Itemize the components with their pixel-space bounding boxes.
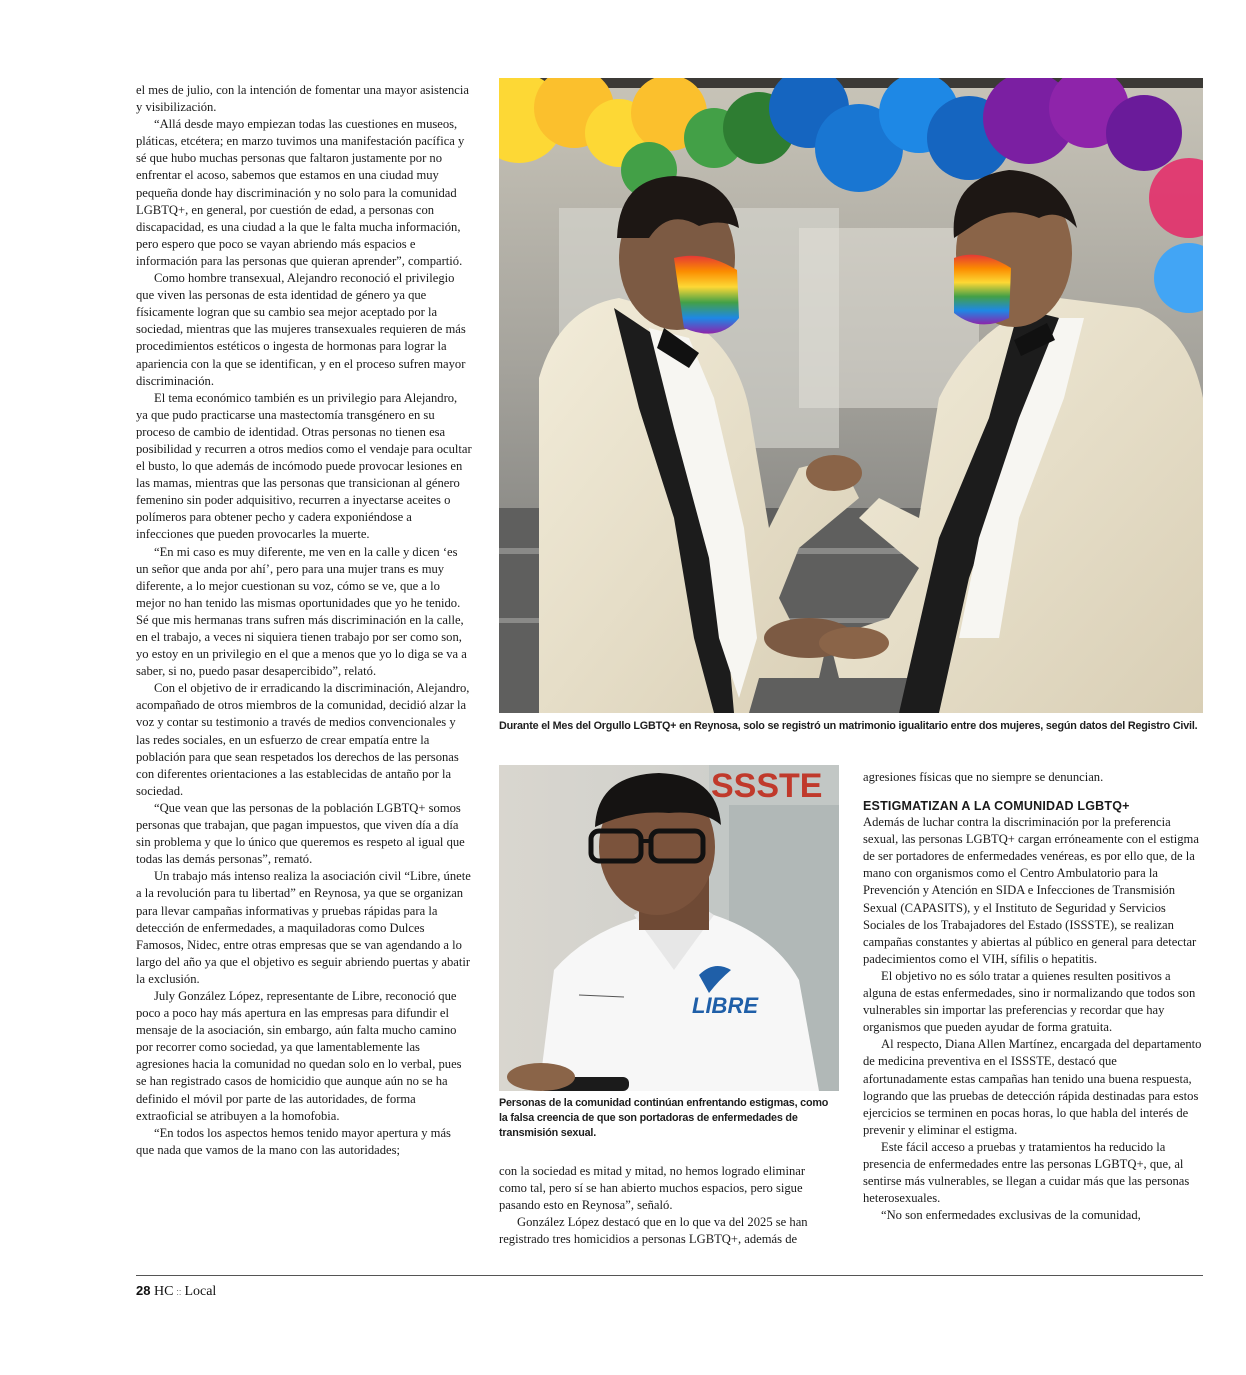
paragraph: “En mi caso es muy diferente, me ven en la calle y dicen ‘es un señor que anda por ahí’, pero para una mujer trans es muy diferente, a lo mejor cuestionan su voz, cómo se ve, que a lo mejor no han tenido las mismas oportunidades que yo he tenido. Sé que mis hermanas trans sufren más discriminación en la calle, en el trabajo, a veces ni siquiera tienen trabajo por ser como son, yo estoy en un privilegio en el que a menos que yo lo diga se va a saber, si no, puedo pasar desapercibido”, relató. — [136, 544, 467, 679]
representative-photo — [499, 765, 839, 1091]
wedding-photo-illustration — [499, 78, 1203, 713]
column-3-intro: agresiones físicas que no siempre se denuncian. — [863, 770, 1104, 784]
paragraph: Con el objetivo de ir erradicando la discriminación, Alejandro, acompañado de otros miembros de la comunidad, decidió alzar la voz y contar su testimonio a través de medios convencionales y las redes sociales, en un esfuerzo de crear empatía entre la población para que sean respetados los derechos de las personas con diferentes orientaciones a las establecidas de antaño por la sociedad. — [136, 681, 470, 798]
subheading: ESTIGMATIZAN A LA COMUNIDAD LGBTQ+ — [863, 799, 1130, 814]
paragraph: Al respecto, Diana Allen Martínez, encargada del departamento de medicina preventiva en el ISSSTE, destacó que afortunadamente estas campañas han tenido una buena respuesta, logrando que las pruebas de detección rápida destinadas para estos ejercicios se terminen en pocas horas, lo que habla del interés de prevenir y eliminar el estigma. — [863, 1037, 1202, 1137]
paragraph: El objetivo no es sólo tratar a quienes resulten positivos a alguna de estas enfermedades, sino ir normalizando que todos son vulnerables sin importar las preferencias y recordar que hay organismos que pueden ayudar de forma gratuita. — [863, 968, 1196, 1035]
column-3-body — [863, 814, 1204, 1224]
paragraph: El tema económico también es un privilegio para Alejandro, ya que pudo practicarse una mastectomía transgénero en su proceso de cambio de identidad. Otras personas no tienen esa posibilidad y recurren a otros medios como el vendaje para ocultar el busto, lo que además de incómodo puede provocar lesiones en las mamas, mientras que las personas que transicionan al género femenino sin poder adquisitivo, recurren a inyectarse aceites o polímeros para obtener pecho y cadera exponiéndose a infecciones que pueden provocarles la muerte. — [136, 390, 472, 542]
footer-rule — [136, 1275, 1203, 1276]
paragraph: “Que vean que las personas de la población LGBTQ+ somos personas que trabajan, que pagan impuestos, que viven día a día sin problema y que lo único que queremos es respeto al igual que todas las demás personas”, remató. — [136, 800, 465, 867]
section-name: Local — [184, 1284, 217, 1299]
paragraph: Este fácil acceso a pruebas y tratamientos ha reducido la presencia de enfermedades entre las personas LGBTQ+, que, al sentirse más vulnerables, se llegan a cuidar más que las personas heterosexuales. — [863, 1139, 1190, 1206]
article-column-3 — [863, 769, 1204, 1224]
paragraph: “En todos los aspectos hemos tenido mayor apertura y más que nada que vamos de la mano con las autoridades; — [136, 1125, 451, 1157]
paragraph: “No son enfermedades exclusivas de la comunidad, — [881, 1208, 1141, 1223]
paragraph: July González López, representante de Libre, reconoció que poco a poco hay más apertura en las empresas para difundir el mensaje de la asociación, sin embargo, aún falta mucho camino por recorrer como sociedad, ya que lamentablemente las agresiones hacia la comunidad no quedan solo en lo verbal, pues se han registrado casos de homicidio que aunque aún no se ha definido el móvil por parte de las autoridades, de forma extraoficial se atribuyen a la homofobia. — [136, 988, 462, 1123]
section-separator: :: — [176, 1287, 182, 1297]
page-number: 28 — [136, 1283, 151, 1298]
page-footer — [136, 1283, 216, 1300]
representative-photo-illustration — [499, 765, 839, 1091]
paragraph: Como hombre transexual, Alejandro reconoció el privilegio que viven las personas de esta identidad de género ya que físicamente logran que su cambio sea mejor aceptado por la sociedad, mientras que las mujeres transexuales requieren de más procedimientos estéticos o ingesta de hormonas para lograr la apariencia con la que se identifican, y en el proceso sufren mayor discriminación. — [136, 271, 466, 388]
paragraph: Un trabajo más intenso realiza la asociación civil “Libre, únete a la revolución para tu libertad” en Reynosa, ya que se organizan para llevar campañas informativas y pruebas rápidas para la detección de enfermedades, a maquiladoras como Dulces Famosos, Nidec, entre otras empresas que se van agendando a lo largo del año ya que el objetivo es seguir abriendo puertas y abatir la exclusión. — [136, 869, 471, 986]
paragraph: González López destacó que en lo que va del 2025 se han registrado tres homicidios a personas LGBTQ+, además de — [499, 1215, 808, 1247]
shirt-logo-text: LIBRE — [692, 993, 758, 1018]
photo-caption-representative: Personas de la comunidad continúan enfrentando estigmas, como la falsa creencia de que son portadoras de enfermedades de transmisión sexual. — [499, 1097, 829, 1139]
paragraph: con la sociedad es mitad y mitad, no hemos logrado eliminar como tal, pero sí se han abierto muchos espacios, pero sigue pasando esto en Reynosa”, señaló. — [499, 1164, 806, 1213]
building-sign-text: SSSTE — [711, 767, 823, 805]
article-column-1 — [136, 82, 472, 1159]
article-column-2 — [499, 1163, 834, 1248]
paragraph: el mes de julio, con la intención de fomentar una mayor asistencia y visibilización. — [136, 83, 469, 115]
photo-caption-wedding: Durante el Mes del Orgullo LGBTQ+ en Reynosa, solo se registró un matrimonio igualitario entre dos mujeres, según datos del Registro Civil. — [499, 720, 1198, 732]
paragraph: Además de luchar contra la discriminación por la preferencia sexual, las personas LGBTQ+ cargan erróneamente con el estigma de ser portadores de enfermedades venéreas, es por ello que, de la mano con organismos como el Centro Ambulatorio para la Prevención y Atención en SIDA e Infecciones de Transmisión Sexual (CAPASITS), y el Instituto de Seguridad y Servicios Sociales de los Trabajadores del Estado (ISSSTE), se realizan campañas constantes y abiertas al público en general para detectar padecimientos como el VIH, sífilis o hepatitis. — [863, 815, 1199, 966]
section-code: HC — [153, 1284, 174, 1299]
wedding-photo — [499, 78, 1203, 713]
paragraph: “Allá desde mayo empiezan todas las cuestiones en museos, pláticas, etcétera; en marzo tuvimos una manifestación pacífica y sé que hubo muchas personas que faltaron justamente por no enfrentar el acoso, sabemos que estamos en una ciudad muy pequeña donde hay discriminación y no solo para la comunidad LGBTQ+, en general, por cuestión de edad, a personas con discapacidad, es una ciudad a la que le falta mucha información, pero espero que poco se vayan abriendo más espacios e información para las personas que quieran aprender”, compartió. — [136, 117, 465, 268]
